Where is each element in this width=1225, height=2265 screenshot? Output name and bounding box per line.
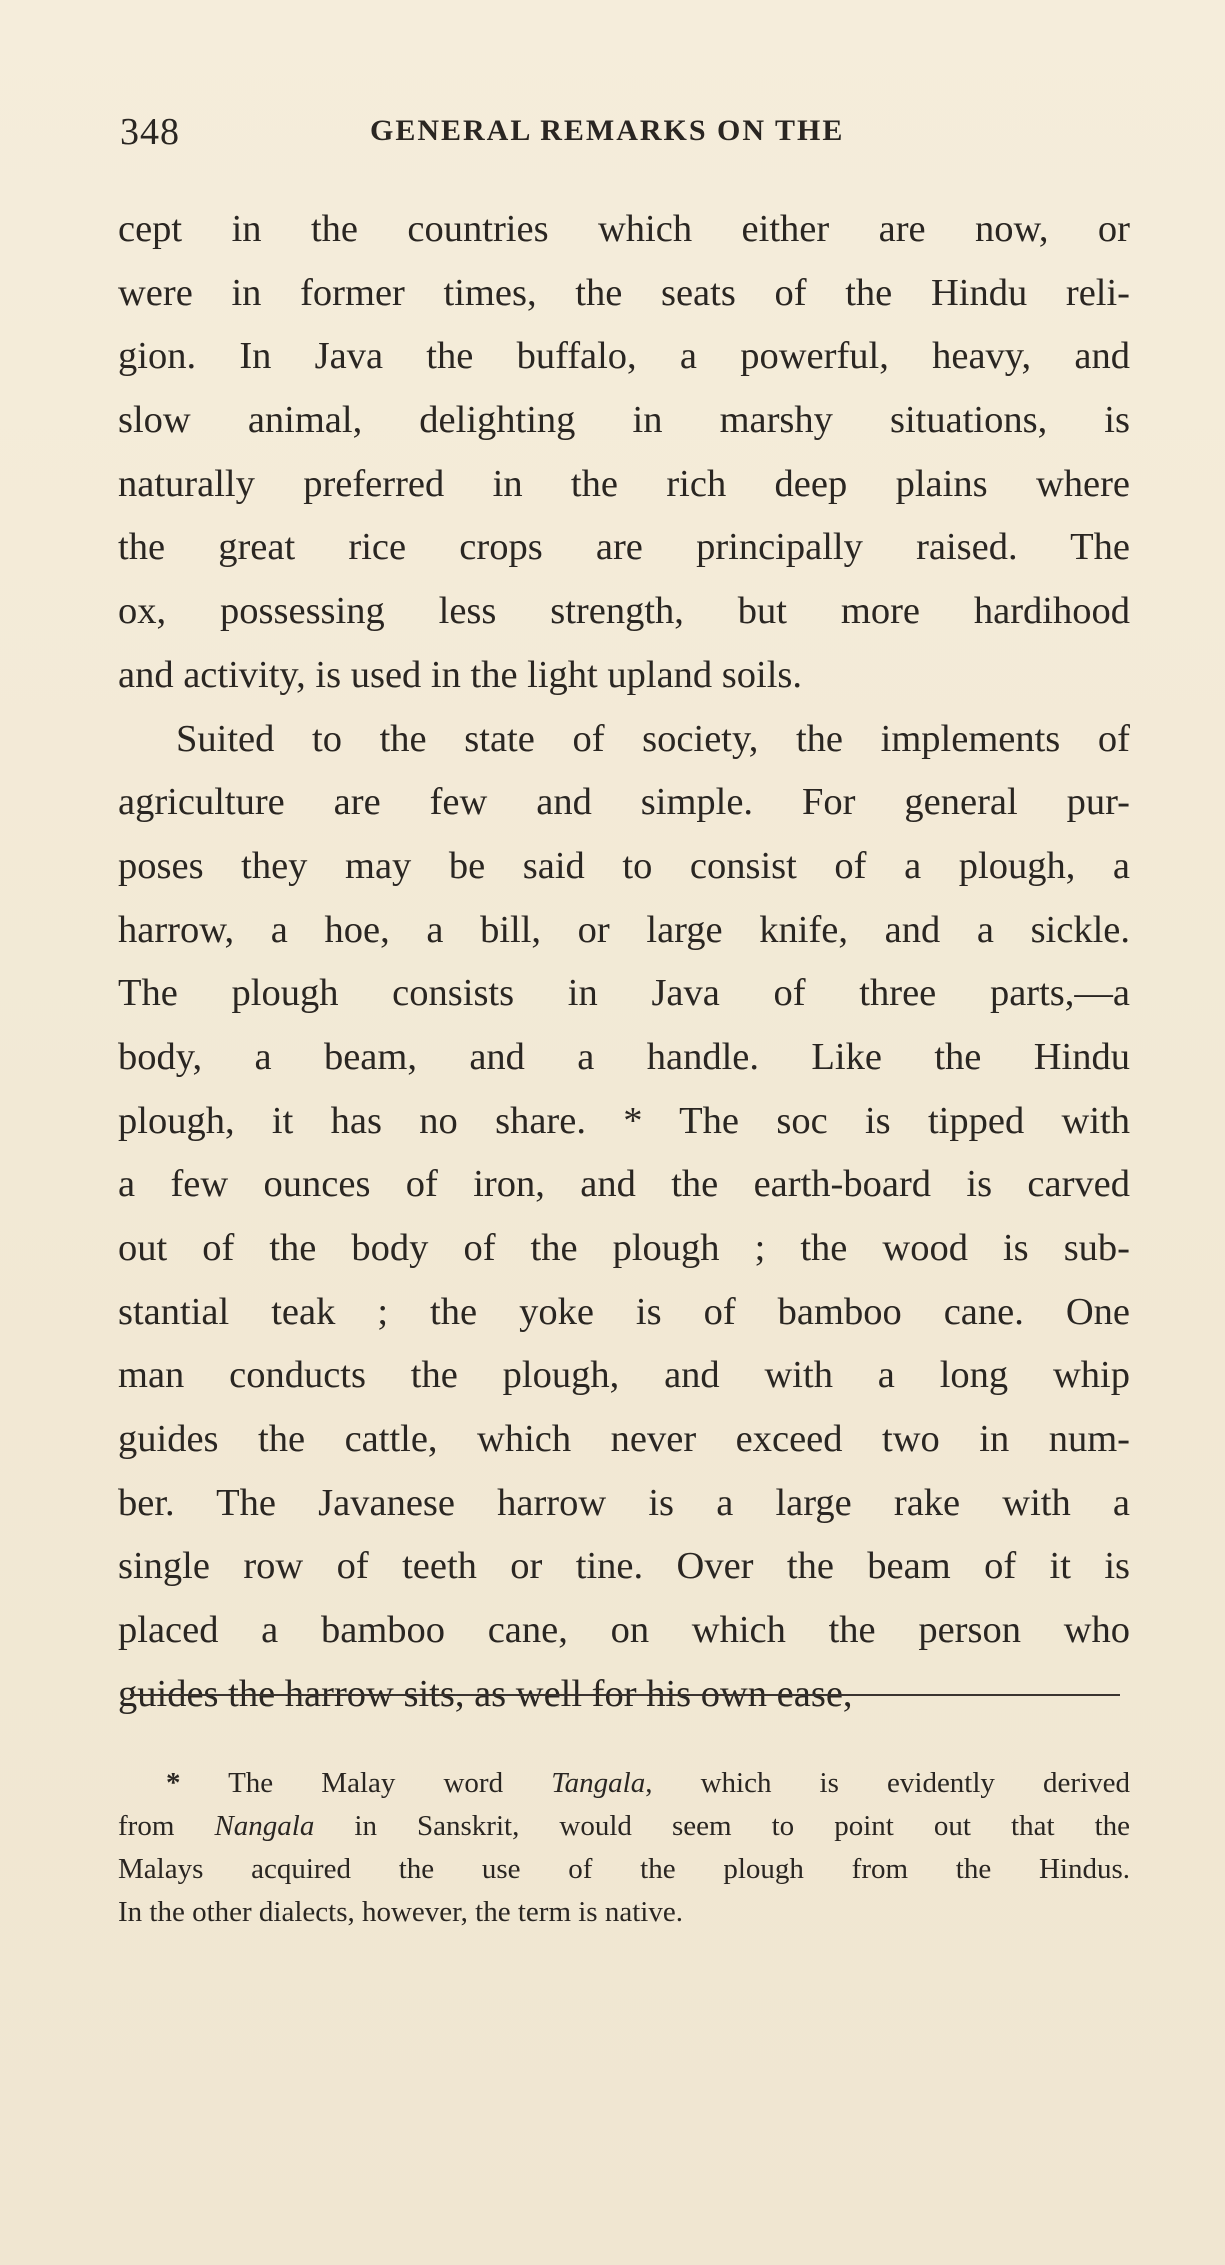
text-line: single row of teeth or tine. Over the beam of it is: [118, 1545, 1130, 1588]
text-line: placed a bamboo cane, on which the person who: [118, 1609, 1130, 1652]
footnote-marker: *: [166, 1767, 181, 1799]
text-line: gion. In Java the buffalo, a powerful, heavy, and: [118, 335, 1130, 378]
text-line: stantial teak ; the yoke is of bamboo cane. One: [118, 1290, 1130, 1333]
text-line: and activity, is used in the light upland soils.: [118, 653, 803, 696]
footnote: [118, 1762, 1130, 1934]
text-line: body, a beam, and a handle. Like the Hindu: [118, 1035, 1130, 1078]
text-line: guides the harrow sits, as well for his own ease,: [118, 1672, 853, 1715]
footnote-text: from: [118, 1810, 215, 1842]
text-line: ox, possessing less strength, but more hardihood: [118, 590, 1130, 633]
text-line: agriculture are few and simple. For general pur-: [118, 781, 1130, 824]
text-line: ber. The Javanese harrow is a large rake with a: [118, 1481, 1130, 1524]
text-line: were in former times, the seats of the Hindu reli-: [118, 271, 1130, 314]
text-line: plough, it has no share. * The soc is tipped with: [118, 1099, 1130, 1142]
footnote-divider: [130, 1694, 1120, 1696]
text-line: naturally preferred in the rich deep plains where: [118, 462, 1130, 505]
text-line: the great rice crops are principally raised. The: [118, 526, 1130, 569]
page-number: 348: [120, 111, 180, 153]
text-line: guides the cattle, which never exceed two in num-: [118, 1418, 1130, 1461]
running-head: GENERAL REMARKS ON THE: [370, 114, 845, 147]
footnote-term-malay: Tangala: [551, 1767, 646, 1799]
footnote-line: In the other dialects, however, the term is native.: [118, 1896, 683, 1928]
footnote-term-sanskrit: Nangala: [214, 1810, 315, 1842]
footnote-text: The Malay word: [180, 1767, 552, 1799]
text-line: a few ounces of iron, and the earth-board is carved: [118, 1163, 1130, 1206]
page-header: [120, 110, 1125, 160]
footnote-text: , which is evidently derived: [645, 1767, 1130, 1799]
text-line: man conducts the plough, and with a long whip: [118, 1354, 1130, 1397]
text-line: Suited to the state of society, the implements of: [176, 717, 1130, 760]
footnote-line: [118, 1762, 1130, 1805]
footnote-line: Malays acquired the use of the plough from the Hindus.: [118, 1853, 1130, 1885]
text-line: cept in the countries which either are now, or: [118, 208, 1130, 250]
footnote-line: [118, 1805, 1130, 1848]
text-line: poses they may be said to consist of a plough, a: [118, 844, 1130, 887]
footnote-text: in Sanskrit, would seem to point out that the: [314, 1810, 1130, 1842]
text-line: out of the body of the plough ; the wood is sub-: [118, 1227, 1130, 1269]
text-line: slow animal, delighting in marshy situations, is: [118, 399, 1130, 442]
body-text: [118, 198, 1130, 1727]
text-line: harrow, a hoe, a bill, or large knife, and a sickle.: [118, 908, 1130, 951]
text-line: The plough consists in Java of three parts,—a: [118, 972, 1130, 1015]
